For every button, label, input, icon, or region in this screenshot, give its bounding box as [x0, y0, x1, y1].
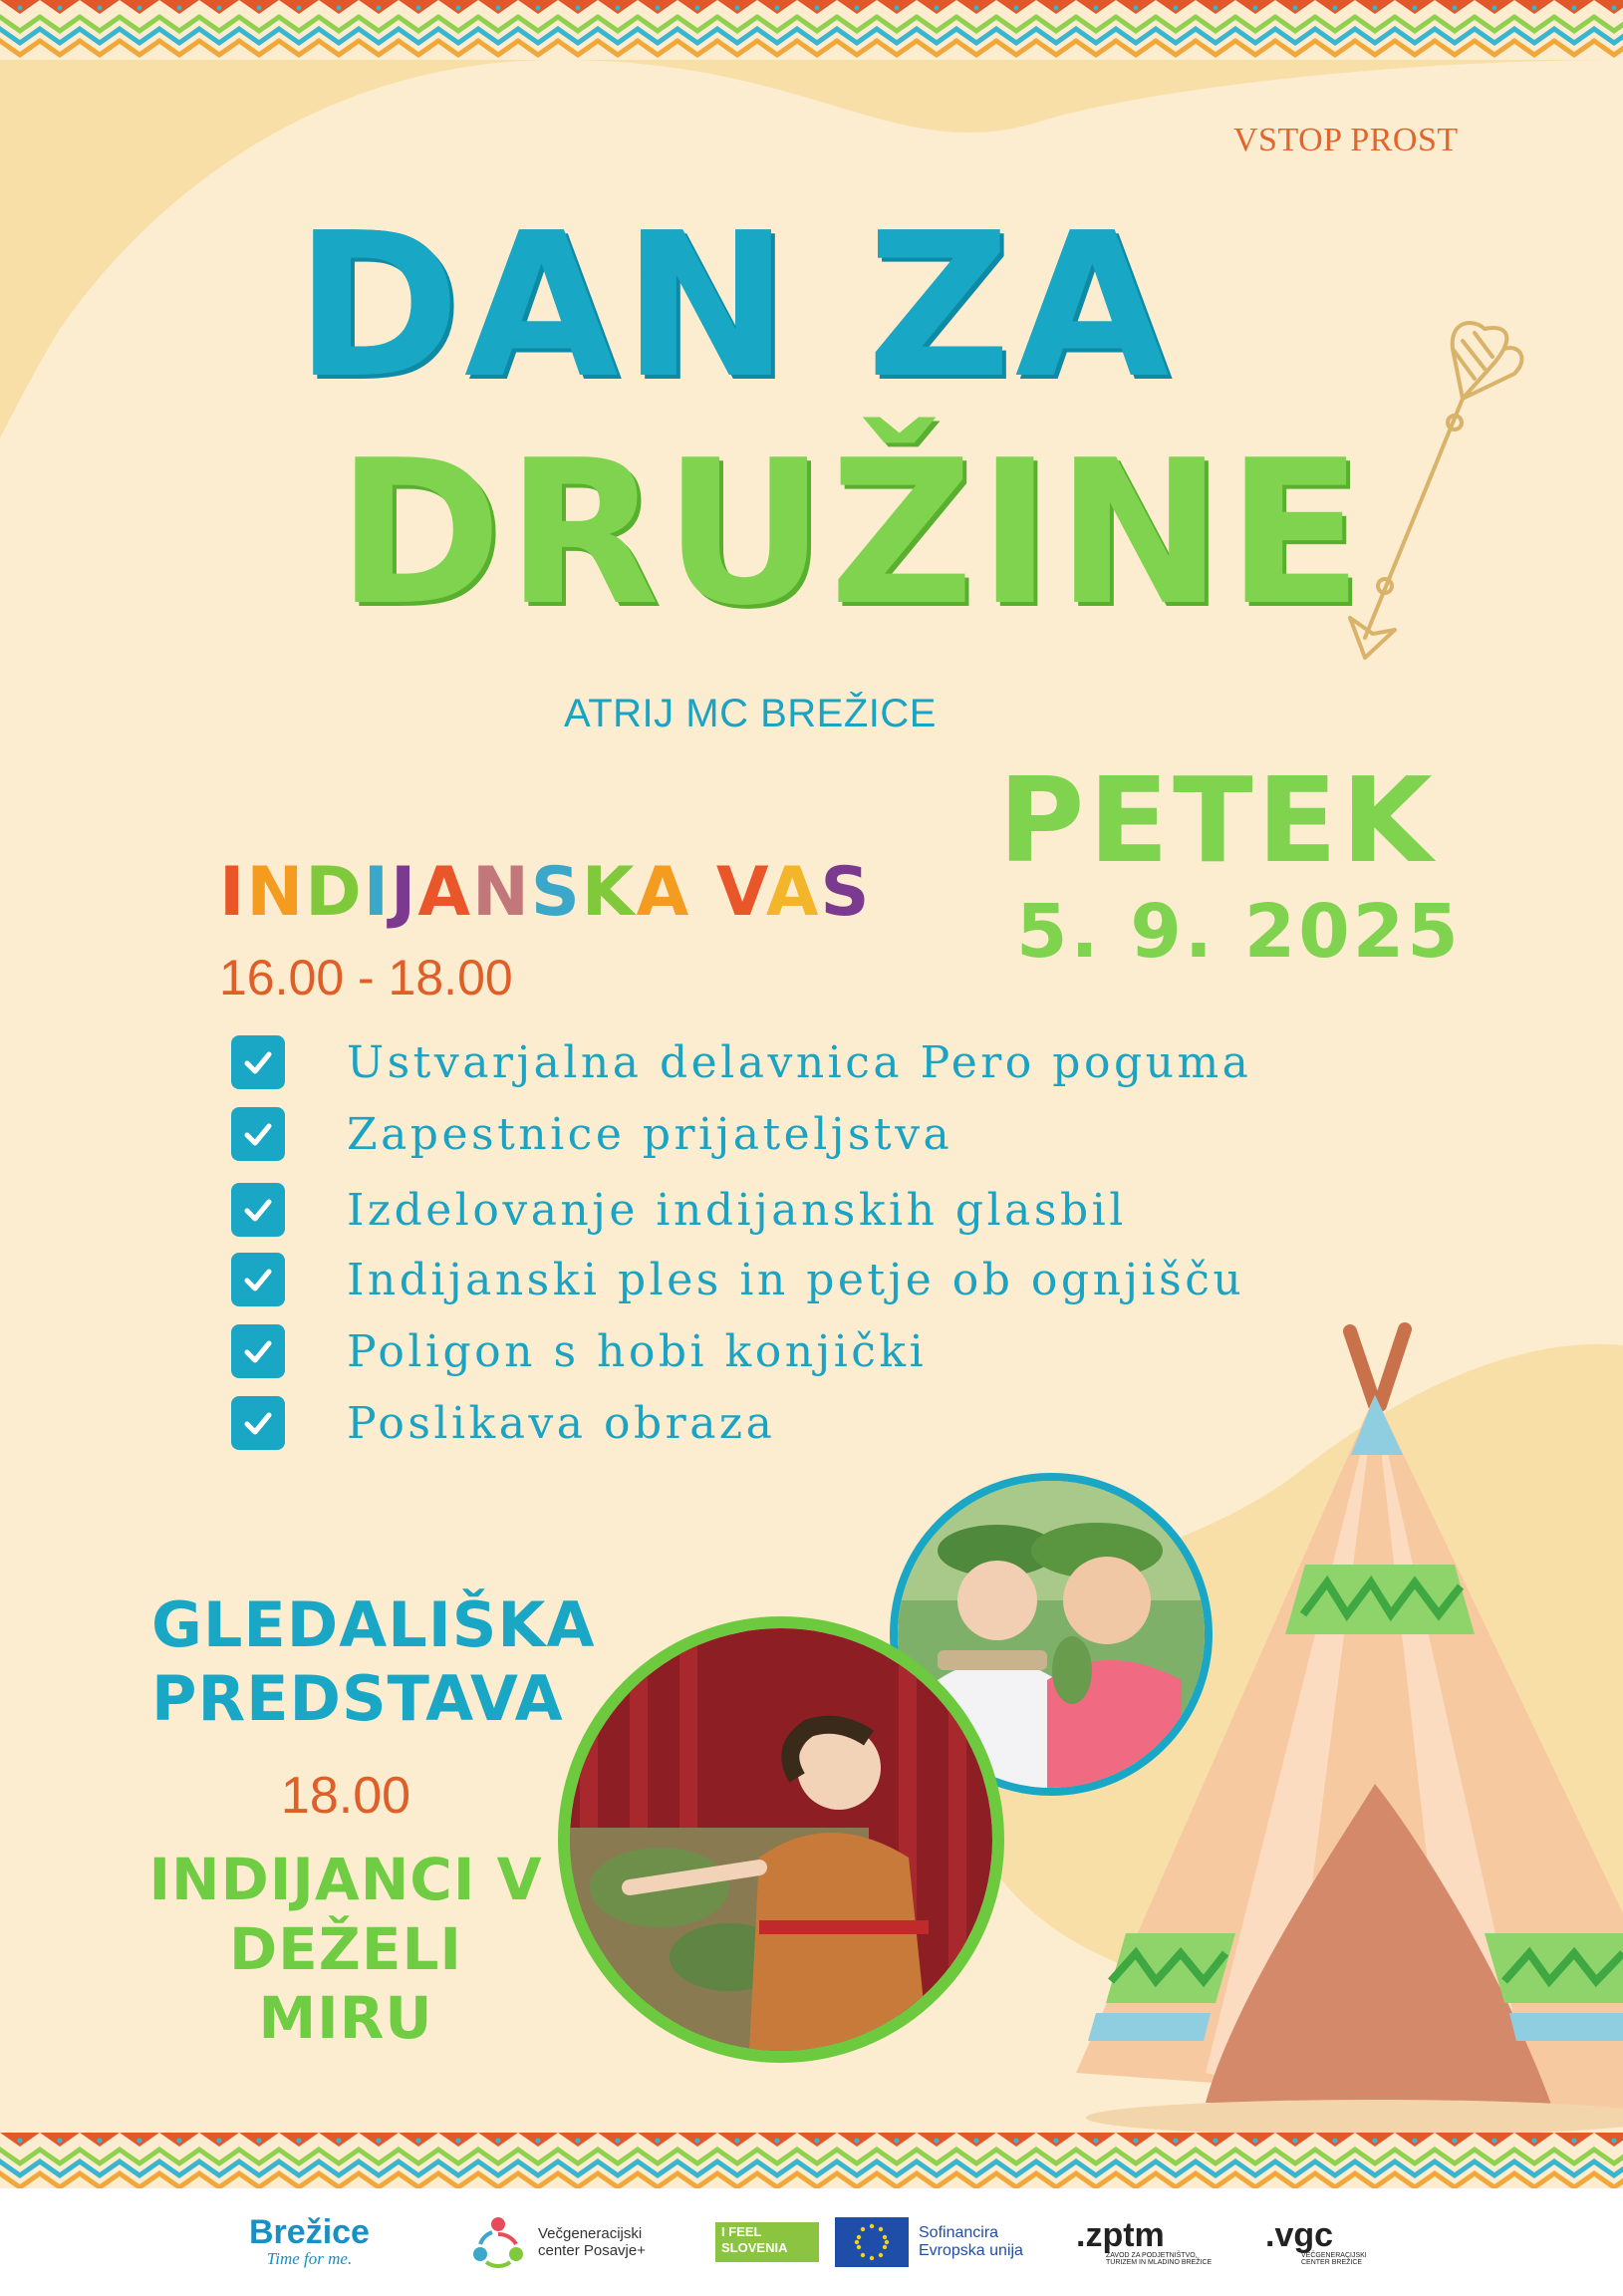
eu-line-2: Evropska unija — [919, 2242, 1023, 2259]
i-feel-slovenia-logo — [715, 2192, 819, 2292]
activity-label: Ustvarjalna delavnica Pero poguma — [347, 1036, 1252, 1088]
zptm-line-2: TURIZEM IN MLADINO BREŽICE — [1106, 2259, 1213, 2266]
brezice-tagline: Time for me. — [266, 2249, 353, 2268]
vgc-line-2: CENTER BREŽICE — [1301, 2259, 1363, 2266]
activity-label: Izdelovanje indijanskih glasbil — [347, 1184, 1127, 1236]
event-location: ATRIJ MC BREŽICE — [564, 692, 937, 735]
activity-item — [231, 1250, 1244, 1309]
activity-label: Indijanski ples in petje ob ognjišču — [347, 1254, 1245, 1305]
ifeel-line-2: SLOVENIA — [721, 2239, 788, 2255]
activity-label: Poslikava obraza — [347, 1397, 776, 1449]
event-date: 5. 9. 2025 — [1016, 889, 1462, 975]
theatre-photo-image — [570, 1628, 992, 2051]
activity-item — [231, 1321, 927, 1381]
eu-flag-icon — [835, 2217, 909, 2267]
theatre-show-name-line-2: DEŽELI MIRU — [229, 1914, 462, 2053]
checkmark-icon — [231, 1183, 285, 1237]
checkmark-icon — [231, 1107, 285, 1161]
village-heading-letter: I — [363, 853, 391, 932]
village-heading-letter: K — [581, 853, 637, 932]
activity-label: Zapestnice prijateljstva — [347, 1108, 953, 1160]
village-heading-letter: A — [636, 853, 691, 932]
vgc-posavje-line-1: Večgeneracijski — [538, 2224, 643, 2242]
theatre-show-heading — [151, 1588, 596, 1737]
activity-item — [231, 1393, 775, 1453]
zptm-logo-text: .zptm — [1076, 2216, 1165, 2254]
vgc-posavje-line-2: center Posavje+ — [538, 2242, 646, 2259]
village-heading-letter: S — [820, 853, 872, 932]
event-title-line-1: DAN ZA — [295, 190, 1174, 423]
village-heading-letter: J — [391, 853, 418, 932]
activity-item — [231, 1104, 952, 1164]
theatre-photo — [558, 1616, 1004, 2063]
event-title-line-2: DRUŽINE — [337, 418, 1367, 650]
people-circle-icon — [468, 2212, 528, 2272]
activity-item — [231, 1180, 1127, 1240]
activity-item — [231, 1032, 1251, 1092]
event-day: PETEK — [998, 751, 1437, 889]
checkmark-icon — [231, 1035, 285, 1089]
eu-cofunding-logo — [835, 2192, 1023, 2292]
top-zigzag-border — [0, 0, 1623, 60]
checkmark-icon — [231, 1324, 285, 1378]
village-time: 16.00 - 18.00 — [219, 950, 513, 1005]
ifeel-line-1: I FEEL — [721, 2224, 762, 2239]
village-heading-letter: N — [471, 853, 531, 932]
bottom-zigzag-border — [0, 2133, 1623, 2192]
village-heading-letter: I — [219, 853, 247, 932]
village-heading-letter: V — [715, 853, 766, 932]
checkmark-icon — [231, 1396, 285, 1450]
theatre-show-name — [139, 1846, 552, 2054]
village-heading-letter — [690, 853, 716, 932]
brezice-logo — [249, 2192, 370, 2292]
theatre-show-name-line-1: INDIJANCI V — [148, 1846, 543, 1913]
village-heading-letter: A — [765, 853, 821, 932]
village-heading-letter: A — [417, 853, 472, 932]
arrow-icon — [1335, 319, 1554, 678]
vgc-logo-text: .vgc — [1265, 2216, 1334, 2254]
village-heading-letter: D — [305, 853, 364, 932]
free-entry-note: VSTOP PROST — [1233, 122, 1459, 158]
activity-label: Poligon s hobi konjički — [347, 1325, 928, 1377]
village-heading-letter: S — [530, 853, 582, 932]
vgc-brezice-logo — [1265, 2192, 1367, 2292]
theatre-show-time: 18.00 — [280, 1767, 411, 1825]
vgc-line-1: VEČGENERACIJSKI — [1301, 2252, 1367, 2259]
vgc-posavje-logo — [468, 2192, 646, 2292]
eu-line-1: Sofinancira — [919, 2223, 999, 2241]
theatre-show-heading-line-2: PREDSTAVA — [151, 1662, 564, 1736]
village-heading — [219, 853, 872, 932]
zptm-line-1: ZAVOD ZA PODJETNIŠTVO, — [1106, 2252, 1198, 2259]
zptm-logo — [1076, 2192, 1212, 2292]
checkmark-icon — [231, 1253, 285, 1306]
theatre-show-heading-line-1: GLEDALIŠKA — [151, 1588, 596, 1661]
brezice-logo-text: Brežice — [249, 2213, 370, 2251]
village-heading-letter: N — [246, 853, 306, 932]
